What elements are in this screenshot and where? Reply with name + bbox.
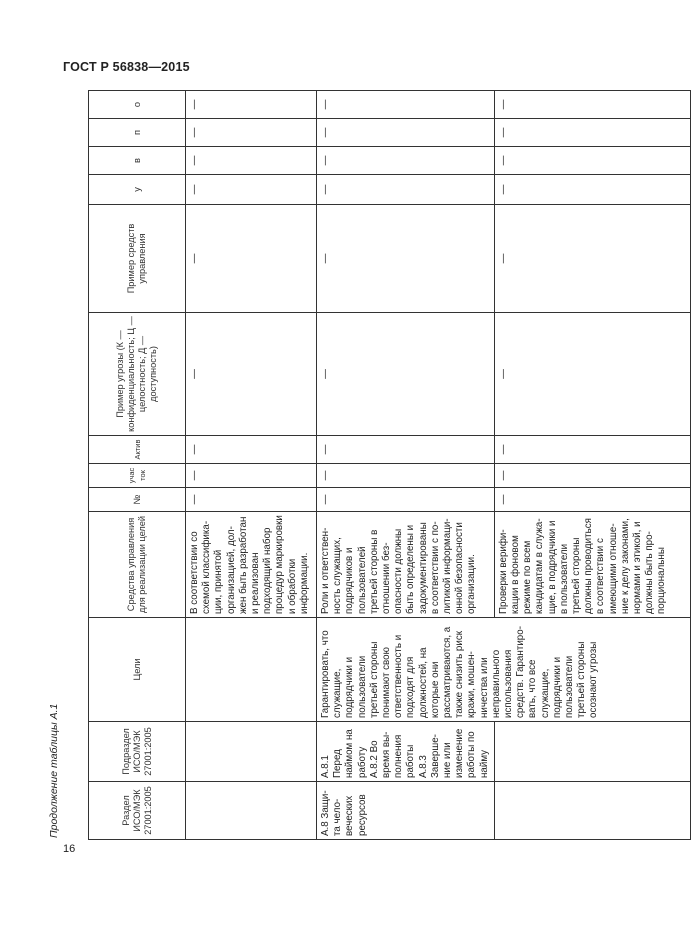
cell-goals [186, 618, 317, 722]
document-header: ГОСТ Р 56838—2015 [63, 60, 190, 74]
cell-area: — [317, 464, 495, 488]
cell-control-example: — [494, 205, 690, 313]
cell-area: — [494, 464, 690, 488]
col-header-section: Раздел ИСО/МЭК 27001:2005 [89, 782, 186, 840]
cell-subsection: А.8.1 Перед наймом на работу А.8.2 Во время выполнения работы А.8.3 Завершение или изменение работы по найму [317, 722, 495, 782]
col-header-asset: Актив [89, 436, 186, 464]
cell-control-example: — [317, 205, 495, 313]
cell-asset: — [494, 436, 690, 464]
cell-v: — [317, 147, 495, 175]
cell-section [494, 782, 690, 840]
cell-subsection [494, 722, 690, 782]
cell-number: — [494, 488, 690, 512]
cell-area: — [186, 464, 317, 488]
page-number: 16 [63, 843, 76, 855]
col-header-control-example: Пример средств управления [89, 205, 186, 313]
cell-controls: В соответствии со схемой классификации, принятой организацией, должен быть разработан и реализован подходящий набор процедур маркировки и обработки информации. [186, 512, 317, 618]
table-row [186, 91, 317, 840]
col-header-p: п [89, 119, 186, 147]
cell-section [186, 782, 317, 840]
col-header-controls: Средства управления для реализации целей [89, 512, 186, 618]
table-row [317, 91, 495, 840]
cell-asset: — [317, 436, 495, 464]
col-header-area: участок [89, 464, 186, 488]
col-header-subsection: Подраздел ИСО/МЭК 27001:2005 [89, 722, 186, 782]
table-row [494, 91, 690, 840]
cell-p: — [317, 119, 495, 147]
cell-asset: — [186, 436, 317, 464]
col-header-goals: Цели [89, 618, 186, 722]
col-header-u: у [89, 175, 186, 205]
col-header-o: о [89, 91, 186, 119]
cell-v: — [494, 147, 690, 175]
cell-threat: — [317, 313, 495, 436]
cell-section: А.8 Защита человеческих ресурсов [317, 782, 495, 840]
cell-p: — [186, 119, 317, 147]
cell-u: — [494, 175, 690, 205]
cell-p: — [494, 119, 690, 147]
cell-controls: Роли и ответственность служащих, подрядчиков и пользователей третьей стороны в отношении безопасности должны быть определены и задокументированы в соответствии с политикой информационной безопасности организации. [317, 512, 495, 618]
cell-v: — [186, 147, 317, 175]
cell-control-example: — [186, 205, 317, 313]
col-header-v: в [89, 147, 186, 175]
cell-controls: Проверки верификации в фоновом режиме по всем кандидатам в служащие, в подрядчики и в пользователи третьей стороны должны проводиться в соответствии с имеющими отношение к делу законами, нормами и этикой, и должны быть пропорциональны [494, 512, 690, 618]
rotated-table-container [88, 91, 668, 840]
cell-number: — [186, 488, 317, 512]
cell-threat: — [186, 313, 317, 436]
col-header-threat: Пример угрозы (К — конфиденциальность; Ц — целостность; Д — доступность) [89, 313, 186, 436]
cell-o: — [317, 91, 495, 119]
table-header-row [89, 91, 186, 840]
cell-u: — [317, 175, 495, 205]
cell-o: — [494, 91, 690, 119]
cell-number: — [317, 488, 495, 512]
cell-goals: Гарантировать, что служащие, подрядчики и пользователи третьей стороны понимают свою ответственность и подходят для должностей, на которые они рассматриваются, а также снизить риск кражи, мошенничества или неправильного использования средств. Гарантировать, что все служащие, подрядчики и пользователи третьей стороны осознают угрозы [317, 618, 691, 722]
cell-u: — [186, 175, 317, 205]
table-caption: Продолжение таблицы А.1 [48, 703, 60, 838]
cell-o: — [186, 91, 317, 119]
threat-control-table [88, 90, 691, 840]
col-header-number: № [89, 488, 186, 512]
cell-threat: — [494, 313, 690, 436]
cell-subsection [186, 722, 317, 782]
